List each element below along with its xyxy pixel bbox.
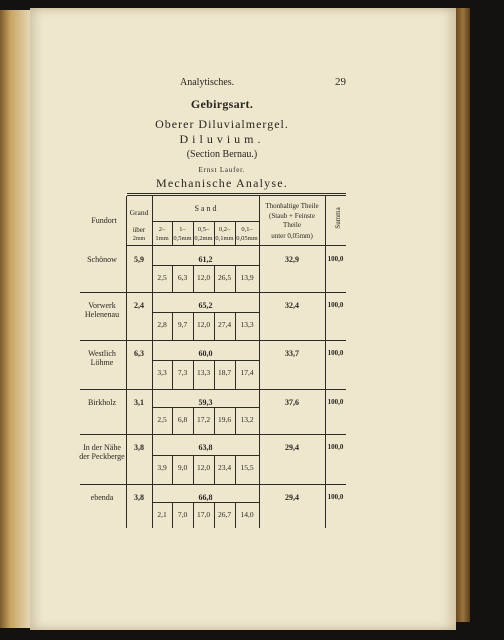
summa-value: 100,0 [327, 255, 344, 263]
thon-value: 32,9 [285, 255, 299, 264]
sand-total: 59,3 [198, 398, 213, 407]
table-top-rule-inner [127, 195, 346, 196]
sand-fraction-value: 17,2 [196, 415, 211, 424]
header-sand-fraction: 0,2– [218, 226, 231, 233]
thon-value: 32,4 [285, 301, 299, 310]
col-rule-sand [152, 196, 153, 528]
sand-fraction-value: 26,7 [217, 510, 232, 519]
header-sand-fraction: 2– [158, 226, 166, 233]
header-summa: Summa [334, 207, 342, 229]
header-sand-fraction: 0,5– [197, 226, 210, 233]
sand-fraction-value: 2,8 [157, 320, 167, 329]
thon-value: 29,4 [285, 493, 299, 502]
header-sand-fraction: 0,1mm [215, 235, 234, 242]
fundort-line-1: Schönow [87, 255, 117, 264]
grand-value: 6,3 [134, 349, 144, 358]
fundort-line-2: der Peckberge [79, 452, 125, 461]
sand-fraction-value: 27,4 [217, 320, 232, 329]
material-title: Oberer Diluvialmergel. [155, 117, 289, 131]
header-sand-fraction: 1– [179, 226, 186, 233]
period-title: Diluvium. [179, 132, 265, 146]
header-grand-sub-1: über [132, 226, 146, 234]
author: Ernst Laufer. [198, 166, 246, 174]
sand-fraction-value: 14,0 [240, 510, 254, 519]
sand-fraction-value: 26,5 [217, 273, 232, 282]
summa-value: 100,0 [327, 443, 344, 451]
row-rule [80, 434, 346, 435]
sand-fraction-value: 3,3 [157, 368, 167, 377]
header-thon-1: Thonhaltige Theile [265, 202, 319, 210]
grand-value: 3,8 [134, 443, 144, 452]
summa-value: 100,0 [327, 398, 344, 406]
sand-fraction-value: 6,3 [177, 273, 188, 282]
row-rule [80, 340, 346, 341]
col-rule-thon [259, 196, 260, 528]
fundort-line-1: Birkholz [88, 398, 116, 407]
sand-total: 66,8 [198, 493, 213, 502]
sand-fraction-value: 23,4 [217, 463, 232, 472]
sand-fraction-value: 9,7 [177, 320, 188, 329]
row-rule [80, 292, 346, 293]
sand-fraction-value: 15,5 [240, 463, 254, 472]
sand-fraction-value: 2,5 [157, 273, 167, 282]
sand-fraction-value: 17,0 [196, 510, 211, 519]
analysis-title: Mechanische Analyse. [156, 176, 288, 190]
sand-total: 61,2 [198, 255, 213, 264]
grand-value: 2,4 [134, 301, 144, 310]
sand-fraction-value: 12,0 [196, 273, 211, 282]
sand-fraction-value: 9,0 [177, 463, 188, 472]
thon-value: 33,7 [285, 349, 299, 358]
header-sand-fraction: 1mm [155, 235, 169, 242]
grand-value: 3,1 [134, 398, 144, 407]
sand-total: 60,0 [198, 349, 213, 358]
table-top-rule [127, 193, 346, 194]
sand-fraction-value: 3,9 [157, 463, 167, 472]
map-section: (Section Bernau.) [186, 149, 258, 160]
col-rule-grand [126, 196, 127, 528]
fundort-line-2: Löhme [90, 358, 114, 367]
summa-value: 100,0 [327, 349, 344, 357]
sand-fraction-value: 2,1 [157, 510, 167, 519]
header-sand: S a n d [194, 204, 217, 213]
sand-fraction-value: 6,8 [177, 415, 188, 424]
sand-fraction-value: 7,3 [177, 368, 188, 377]
header-thon-3: Theile [283, 221, 301, 229]
fraction-top-rule [152, 265, 259, 266]
fundort-line-1: Vorwerk [88, 301, 116, 310]
sand-fraction-value: 12,0 [196, 320, 211, 329]
header-thon-4: unter 0,05mm) [271, 232, 313, 240]
section-title: Gebirgsart. [190, 97, 254, 111]
fraction-top-rule [152, 407, 259, 408]
grand-value: 3,8 [134, 493, 144, 502]
header-sand-fraction: 0,05mm [236, 235, 258, 242]
header-grand: Grand [129, 208, 149, 217]
fundort-line-1: In der Nähe [83, 443, 121, 452]
sand-fraction-value: 13,2 [240, 415, 254, 424]
summa-value: 100,0 [327, 493, 344, 501]
sand-fraction-value: 19,6 [217, 415, 232, 424]
thon-value: 29,4 [285, 443, 299, 452]
header-fundort: Fundort [91, 216, 117, 225]
sand-fraction-value: 12,0 [196, 463, 211, 472]
fraction-top-rule [152, 312, 259, 313]
row-rule [80, 484, 346, 485]
sand-fraction-value: 13,3 [240, 320, 254, 329]
sand-subheader-rule [152, 221, 259, 222]
book-spine [456, 8, 470, 622]
fundort-line-1: ebenda [90, 493, 114, 502]
sand-fraction-value: 17,4 [240, 368, 254, 377]
header-sand-fraction: 0,2mm [194, 235, 213, 242]
header-sand-fraction: 0,5mm [173, 235, 192, 242]
grand-value: 5,9 [134, 255, 144, 264]
fundort-line-2: Helenenau [84, 310, 120, 319]
sand-fraction-value: 13,9 [240, 273, 254, 282]
sand-fraction-value: 2,5 [157, 415, 167, 424]
fraction-top-rule [152, 502, 259, 503]
fundort-line-1: Westlich [88, 349, 116, 358]
sand-fraction-value: 18,7 [217, 368, 232, 377]
row-rule [80, 389, 346, 390]
fraction-top-rule [152, 455, 259, 456]
header-thon-2: (Staub + Feinste [269, 212, 315, 220]
sand-fraction-value: 13,3 [196, 368, 211, 377]
sand-total: 63,8 [198, 443, 213, 452]
fraction-top-rule [152, 360, 259, 361]
summa-value: 100,0 [327, 301, 344, 309]
sand-fraction-value: 7,0 [177, 510, 188, 519]
header-grand-sub-2: 2mm [132, 236, 146, 242]
thon-value: 37,6 [285, 398, 299, 407]
page-number: 29 [335, 76, 346, 88]
header-sand-fraction: 0,1– [241, 226, 253, 233]
col-rule-summa [325, 196, 326, 528]
sand-total: 65,2 [198, 301, 213, 310]
table-header-rule [127, 245, 346, 246]
running-title: Analytisches. [180, 77, 235, 88]
